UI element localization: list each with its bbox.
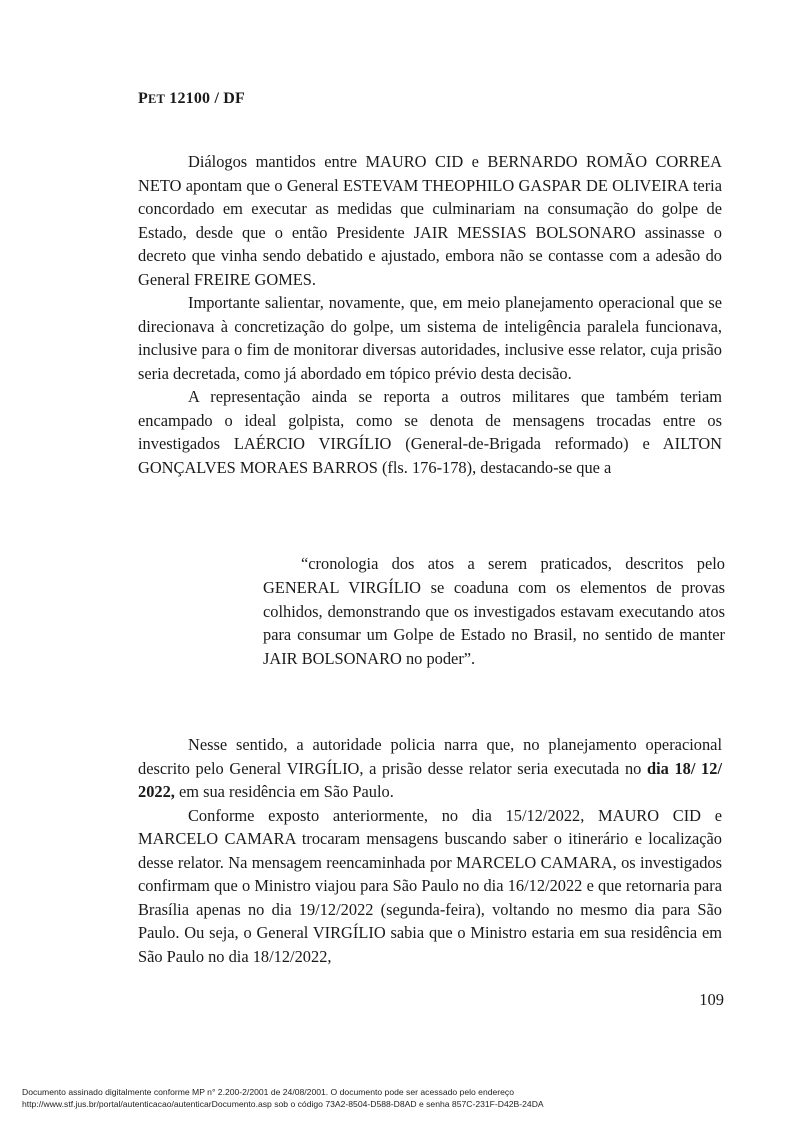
body-text-bottom xyxy=(138,733,722,968)
paragraph-dialogos: Diálogos mantidos entre MAURO CID e BERNARDO ROMÃO CORREA NETO apontam que o General ESTEVAM THEOPHILO GASPAR DE OLIVEIRA teria concordado em executar as medidas que culminariam na consumação do golpe de Estado, desde que o então Presidente JAIR MESSIAS BOLSONARO assinasse o decreto que vinha sendo debatido e ajustado, embora não se contasse com a adesão do General FREIRE GOMES. xyxy=(138,152,722,289)
document-header xyxy=(138,90,245,108)
digital-signature-footer xyxy=(22,1087,782,1110)
date-paragraph-before: Nesse sentido, a autoridade policia narra que, no planejamento operacional descrito pelo General VIRGÍLIO, a prisão desse relator seria executada no xyxy=(138,735,722,778)
footer-line-1: Documento assinado digitalmente conforme MP n° 2.200-2/2001 de 24/08/2001. O documento pode ser acessado pelo endereço xyxy=(22,1087,515,1097)
date-paragraph-bold: dia 18/ 12/ 2022, xyxy=(138,758,722,801)
block-quote xyxy=(263,552,725,671)
header-case-number: 12100 / DF xyxy=(165,90,246,107)
quote-text: “cronologia dos atos a serem praticados, descritos pelo GENERAL VIRGÍLIO se coaduna com os elementos de provas colhidos, demonstrando que os investigados estavam executando atos para consumar um Golpe de Estado no Brasil, no sentido de manter JAIR BOLSONARO no poder”. xyxy=(263,554,725,669)
body-text-top xyxy=(138,150,722,479)
paragraph-nesse-sentido xyxy=(138,733,722,804)
header-smallcaps: ET xyxy=(147,92,166,106)
paragraph-representacao: A representação ainda se reporta a outros militares que também teriam encampado o ideal golpista, como se denota de mensagens trocadas entre os investigados LAÉRCIO VIRGÍLIO (General-de-Brigada reformado) e AILTON GONÇALVES MORAES BARROS (fls. 176-178), destacando-se que a xyxy=(138,387,722,477)
paragraph-importante: Importante salientar, novamente, que, em meio planejamento operacional que se direcionava à concretização do golpe, um sistema de inteligência paralela funcionava, inclusive para o fim de monitorar diversas autoridades, inclusive esse relator, cuja prisão seria decretada, como já abordado em tópico prévio desta decisão. xyxy=(138,293,722,383)
paragraph-conforme: Conforme exposto anteriormente, no dia 15/12/2022, MAURO CID e MARCELO CAMARA trocaram mensagens buscando saber o itinerário e localização desse relator. Na mensagem reencaminhada por MARCELO CAMARA, os investigados confirmam que o Ministro viajou para São Paulo no dia 16/12/2022 e que retornaria para Brasília apenas no dia 19/12/2022 (segunda-feira), voltando no mesmo dia para São Paulo. Ou seja, o General VIRGÍLIO sabia que o Ministro estaria em sua residência em São Paulo no dia 18/12/2022, xyxy=(138,805,722,966)
page-number: 109 xyxy=(699,990,724,1009)
footer-line-2: http://www.stf.jus.br/portal/autenticacao/autenticarDocumento.asp sob o código 73A2-8504-D588-D8AD e senha 857C-231F-D42B-24DA xyxy=(22,1098,544,1109)
header-initial: P xyxy=(138,90,148,107)
date-paragraph-after: em sua residência em São Paulo. xyxy=(174,782,394,801)
